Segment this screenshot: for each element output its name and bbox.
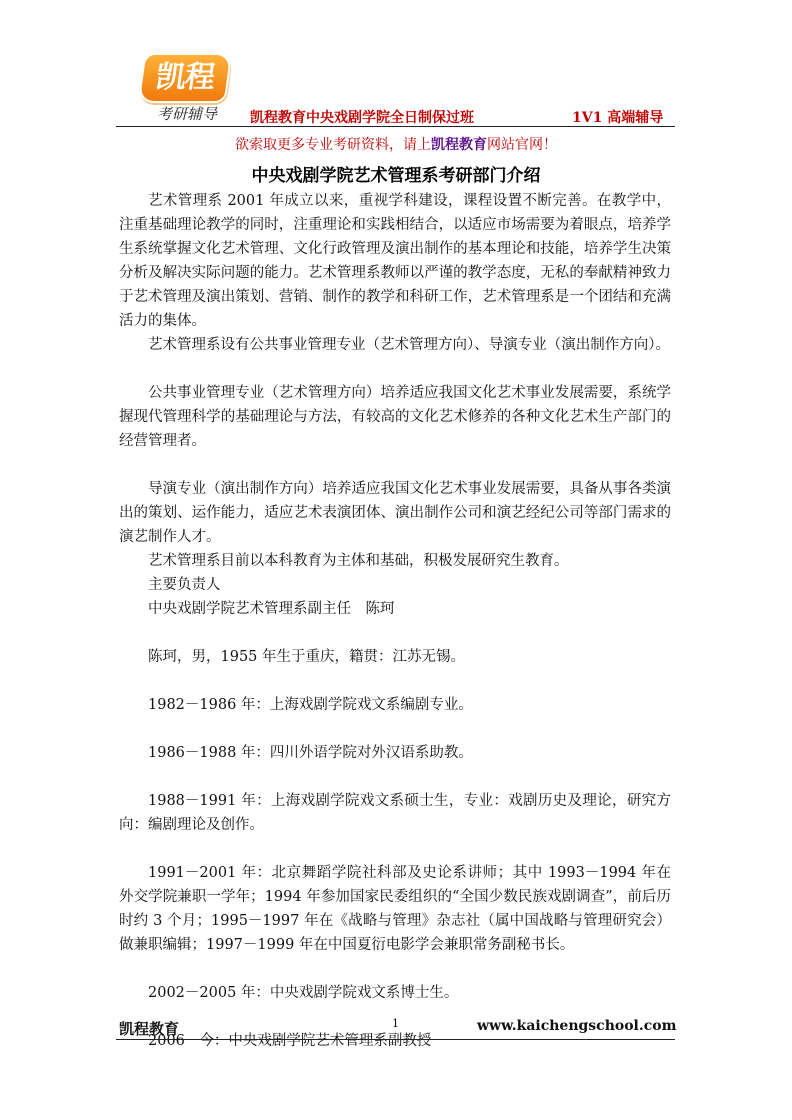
paragraph-spacer — [119, 621, 671, 645]
body-paragraph: 2006－今：中央戏剧学院艺术管理系副教授 — [148, 1033, 432, 1049]
body-paragraph: 1988－1991 年：上海戏剧学院戏文系硕士生，专业：戏剧历史及理论，研究方向：编剧理论及创作。 — [119, 793, 671, 833]
body-paragraph: 艺术管理系 2001 年成立以来，重视学科建设，课程设置不断完善。在教学中，注重基础理论教学的同时，注重理论和实践相结合，以适应市场需要为着眼点，培养学生系统掌握文化艺术管理、文化行政管理及演出制作的基本理论和技能，培养学生决策分析及解决实际问题的能力。艺术管理系教师以严谨的教学态度，无私的奉献精神致力于艺术管理及演出策划、营销、制作的教学和科研工作，艺术管理系是一个团结和充满活力的集体。 — [119, 193, 671, 329]
page-number: 1 — [392, 1017, 399, 1030]
body-paragraph: 1991－2001 年：北京舞蹈学院社科部及史论系讲师；其中 1993－1994 年在外交学院兼职一学年；1994 年参加国家民委组织的“全国少数民族戏剧调查”，前后历时约 3 个月；1995－1997 年在《战略与管理》杂志社（属中国战略与管理研究会）做兼职编辑；1997－1999 年在中国夏衍电影学会兼职常务副秘书长。 — [119, 865, 671, 953]
body-paragraph: 公共事业管理专业（艺术管理方向）培养适应我国文化艺术事业发展需要，系统学握现代管理科学的基础理论与方法，有较高的文化艺术修养的各种文化艺术生产部门的经营管理者。 — [119, 385, 671, 449]
body-paragraph: 主要负责人 — [148, 577, 221, 593]
kaicheng-logo — [139, 55, 235, 125]
paragraph-spacer — [119, 453, 671, 477]
paragraph-spacer — [119, 717, 671, 741]
paragraph-spacer — [119, 669, 671, 693]
body-paragraph: 导演专业（演出制作方向）培养适应我国文化艺术事业发展需要，具备从事各类演出的策划、运作能力，适应艺术表演团体、演出制作公司和演艺经纪公司等部门需求的演艺制作人才。 — [119, 481, 671, 545]
footer-brand: 凯程教育 — [119, 1020, 180, 1038]
header-tutoring-label: 1V1 高端辅导 — [572, 110, 664, 126]
logo-mark: 凯程 — [140, 55, 230, 101]
footer-website[interactable]: www.kaichengschool.com — [477, 1018, 677, 1034]
paragraph-spacer — [119, 357, 671, 381]
header-course-title: 凯程教育中央戏剧学院全日制保过班 — [250, 110, 474, 126]
document-body — [119, 189, 671, 1053]
logo-subtitle: 考研辅导 — [156, 105, 217, 123]
promo-suffix: 网站官网！ — [487, 137, 557, 153]
body-paragraph: 艺术管理系目前以本科教育为主体和基础，积极发展研究生教育。 — [148, 553, 569, 569]
promo-line — [0, 134, 792, 154]
paragraph-spacer — [119, 837, 671, 861]
body-paragraph: 艺术管理系设有公共事业管理专业（艺术管理方向）、导演专业（演出制作方向）。 — [148, 337, 670, 353]
promo-prefix: 欲索取更多专业考研资料，请上 — [235, 137, 431, 153]
body-paragraph: 1986－1988 年：四川外语学院对外汉语系助教。 — [148, 745, 473, 761]
body-paragraph: 中央戏剧学院艺术管理系副主任 陈珂 — [148, 601, 395, 617]
promo-brand-link[interactable]: 凯程教育 — [431, 137, 487, 153]
paragraph-spacer — [119, 765, 671, 789]
header-divider — [116, 126, 675, 127]
body-paragraph: 2002－2005 年：中央戏剧学院戏文系博士生。 — [148, 985, 459, 1001]
body-paragraph: 陈珂，男，1955 年生于重庆，籍贯：江苏无锡。 — [148, 649, 466, 665]
document-title: 中央戏剧学院艺术管理系考研部门介绍 — [251, 166, 541, 186]
footer-divider — [116, 1039, 675, 1040]
paragraph-spacer — [119, 957, 671, 981]
body-paragraph: 1982－1986 年：上海戏剧学院戏文系编剧专业。 — [148, 697, 473, 713]
